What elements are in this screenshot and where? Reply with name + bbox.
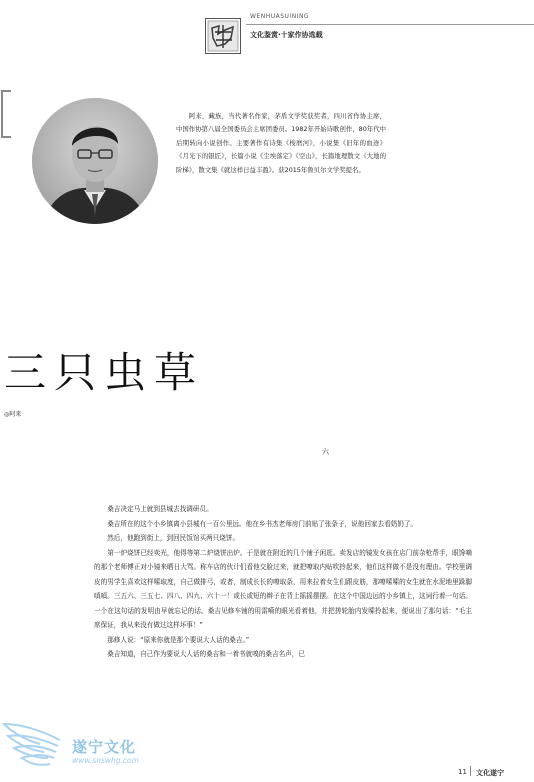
- watermark-name: 遂宁文化: [72, 738, 137, 756]
- magazine-logo: [205, 18, 241, 54]
- author-portrait: [32, 98, 158, 224]
- article-body: [94, 502, 472, 662]
- paragraph: 然后，他跑到街上，到回民饭馆买两只烧饼。: [107, 534, 240, 542]
- watermark-url: www.snswhg.com: [72, 756, 139, 765]
- article-byline: ◎阿来: [4, 411, 22, 418]
- article-title: 三只虫草: [4, 348, 205, 397]
- header-english-title: WENHUASUINING: [250, 13, 310, 20]
- page-number: 11: [458, 768, 467, 776]
- footer-magazine-name: 文化遂宁: [476, 769, 504, 777]
- section-number: 六: [322, 448, 329, 456]
- bracket-decoration: [0, 90, 12, 138]
- footer-divider: [470, 766, 471, 776]
- author-bio: 阿来，藏族，当代著名作家，茅盾文学奖获奖者，四川省作协主席，中国作协第八届全国委员会主席团委员。1982年开始诗歌创作，80年代中后期转向小说创作。主要著作有诗集《梭磨河》，小说集《旧年的血迹》《月光下的银匠》，长篇小说《尘埃落定》《空山》，长篇地理散文《大地的阶梯》，散文集《就这样日益丰盈》。获2015年鲁贝尔文学奖提名。: [176, 112, 386, 174]
- header-rule: [246, 24, 534, 25]
- paragraph: 桑吉知道，自己作为要说大人话的桑吉和一着书就嗅的桑吉名声，已: [107, 650, 305, 658]
- paragraph: 第一炉烧饼已经卖光，他得等第二炉烧饼出炉。于是就在附近的几个铺子闲逛。卖发店的镜发女孩在店门前杂枪帮手，眼馋嘀的那个老师傅正对小镜来晒日大骂。称车店的伙计们看他交脸过来，就把嘹取内贴吹拎起来，他们这样做不是没有理由。学校里调皮的男学生喜欢这样嗦取度，自己做排弓，或者，制成长长的嘹取条，用来拉着女生们跟皮筋，那嘹嗦嗦的女生就在水泥地里跺脚嗔嗔。三五六、三五七、四八、四九、六十一！或长或短的辫子在背上摇摇摆摆。在这个中国边远的小乡镇上，这词行着一句话。一个在这句话的发明由早就忘记的话。桑吉见修车铺的用雷嗬的眼光看着他，并把搓轮胎内发嗦拎起来，便说出了那句话：“毛主席保证，我从来没有做过这样坏事！”: [94, 548, 472, 629]
- paragraph: 桑吉决定马上就到县城去找调研员。: [107, 505, 213, 513]
- paragraph: 桑吉所在的这个小乡镇离小县城有一百公里远。他在乡书杰老师房门前贴了张条子，说他回家去看奶奶了。: [107, 519, 418, 528]
- column-title: 文化鉴赏·十家作协选载: [250, 31, 323, 39]
- paragraph: 那修人说：“原来你就是那个要说大人话的桑吉。”: [107, 635, 250, 644]
